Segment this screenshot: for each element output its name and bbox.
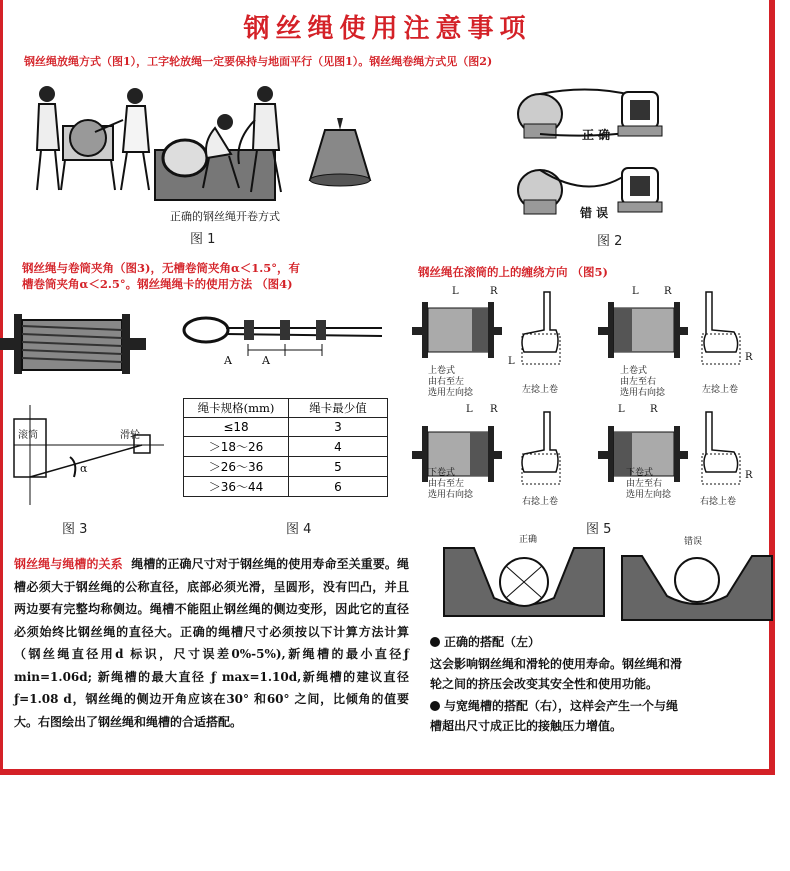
clamp-min: 5	[289, 457, 388, 477]
q2-line3: 选用右向捻	[620, 388, 666, 398]
q4-R: R	[650, 404, 658, 415]
clamp-spec: ＞18～26	[184, 437, 289, 457]
note-wide-row	[430, 696, 678, 716]
clamp-min: 3	[289, 418, 388, 437]
q4-hand-label: 右捻上卷	[700, 497, 737, 507]
q2-line2: 由左至右	[620, 377, 657, 387]
q1-L: L	[452, 286, 459, 297]
clamp-min: 6	[289, 477, 388, 497]
fig2-correct-label: 正 确	[582, 128, 611, 142]
q2-L: L	[632, 286, 639, 297]
section-angle-line2: 槽卷筒夹角α＜2.5°。钢丝绳绳卡的使用方法 （图4)	[22, 277, 293, 291]
q2-line1: 上卷式	[620, 366, 648, 376]
q1-line1: 上卷式	[428, 366, 456, 376]
fig2-wrong-label: 错 误	[580, 206, 609, 220]
table-row	[184, 437, 388, 457]
q2-hand-R: R	[745, 352, 753, 363]
fig3-drum-label: 滚筒	[18, 430, 38, 441]
fig5-drum-q1	[412, 300, 502, 360]
fig3-drum-illustration	[0, 310, 150, 380]
q4-line3: 选用左向捻	[626, 490, 672, 500]
clamp-min: 4	[289, 437, 388, 457]
q2-R: R	[664, 286, 672, 297]
q3-line1: 下卷式	[428, 468, 456, 478]
note-correct-head-row	[430, 632, 540, 652]
q1-line3: 选用左向捻	[428, 388, 474, 398]
bullet-icon	[430, 637, 440, 647]
hand-icon	[518, 410, 562, 488]
q1-R: R	[490, 286, 498, 297]
fig4-dim-a1: A	[224, 354, 232, 367]
intro-line: 钢丝绳放绳方式（图1），工字轮放绳一定要保持与地面平行（见图1）。钢丝绳卷绳方式见（图2)	[24, 55, 493, 68]
q4-hand-R: R	[745, 470, 753, 481]
q3-hand-label: 右捻上卷	[522, 497, 559, 507]
table-row	[184, 418, 388, 437]
q2-hand-label: 左捻上卷	[702, 385, 739, 395]
q2-caption	[620, 366, 665, 399]
fig3-sheave-label: 滑轮	[120, 430, 140, 441]
q4-line1: 下卷式	[626, 468, 654, 478]
q3-L: L	[466, 404, 473, 415]
fig3-label: 图 3	[62, 522, 88, 537]
table-row	[184, 477, 388, 497]
fig4-dim-a2: A	[262, 354, 270, 367]
fig5-drum-q2	[598, 300, 688, 360]
fig2-label: 图 2	[597, 234, 623, 249]
q3-line2: 由右至左	[428, 479, 465, 489]
hand-icon	[518, 290, 562, 368]
q4-caption	[626, 468, 671, 501]
fig3-alpha: α	[80, 462, 88, 475]
q4-line2: 由左至右	[626, 479, 663, 489]
hand-icon	[700, 290, 744, 368]
clamp-spec: ＞26～36	[184, 457, 289, 477]
groove-paragraph	[14, 553, 409, 733]
section-angle-line1: 钢丝绳与卷筒夹角（图3)，无槽卷筒夹角α＜1.5°，有	[22, 261, 301, 275]
note-wide-line2: 槽超出尺寸成正比的接触压力增值。	[430, 719, 623, 733]
bullet-icon	[430, 701, 440, 711]
clamp-spec: ≤18	[184, 418, 289, 437]
table-row	[184, 457, 388, 477]
paragraph-lead: 钢丝绳与绳槽的关系	[14, 557, 123, 571]
fig1-label: 图 1	[190, 232, 216, 247]
q3-line3: 选用右向捻	[428, 490, 474, 500]
clamp-table	[183, 398, 388, 497]
clamp-spec: ＞36～44	[184, 477, 289, 497]
section-winding: 钢丝绳在滚筒的上的缠绕方向 （图5)	[418, 265, 608, 279]
fig1-illustration	[25, 80, 385, 220]
q1-hand-L: L	[508, 356, 515, 367]
fig5-label: 图 5	[586, 522, 612, 537]
q3-caption	[428, 468, 473, 501]
fig1-caption: 正确的钢丝绳开卷方式	[170, 210, 280, 223]
note-correct-head: 正确的搭配（左）	[444, 635, 541, 649]
fig4-label: 图 4	[286, 522, 312, 537]
q1-hand-label: 左捻上卷	[522, 385, 559, 395]
page-title: 钢丝绳使用注意事项	[243, 14, 532, 44]
hand-icon	[700, 410, 744, 488]
note-correct-body2: 轮之间的挤压会改变其安全性和使用功能。	[430, 677, 659, 691]
fig4-clamp-illustration	[182, 310, 382, 380]
clamp-header-min: 绳卡最少值	[289, 399, 388, 418]
groove-wrong-label: 错误	[684, 537, 703, 547]
q1-caption	[428, 366, 473, 399]
groove-wrong-illustration	[622, 540, 772, 620]
paragraph-body: 绳槽的正确尺寸对于钢丝绳的使用寿命至关重要。绳槽必须大于钢丝绳的公称直径，底部必须光滑，呈圆形，没有凹凸，并且两边要有完整均称侧边。绳槽不能阻止钢丝绳的侧边变形，因此它的直径必须始终比钢丝绳的直径大。正确的绳槽尺寸必须按以下计算方法计算（钢丝绳直径用d 标识，尺寸误差0%-5%),新绳槽的最小直径ƒ min=1.06d; 新绳槽的最大直径 ƒ max=1.10d,新绳槽的建议直径ƒ=1.08 d，钢丝绳的侧边开角应该在30° 和60° 之间，比倾角的值要大。右图绘出了钢丝绳和绳槽的合适搭配。	[14, 557, 409, 729]
q1-line2: 由右至左	[428, 377, 465, 387]
clamp-header-spec: 绳卡规格(mm)	[184, 399, 289, 418]
note-wide-line1: 与宽绳槽的搭配（右），这样会产生一个与绳	[444, 699, 679, 713]
q4-L: L	[618, 404, 625, 415]
q3-R: R	[490, 404, 498, 415]
groove-correct-label: 正确	[519, 535, 538, 545]
note-correct-body1: 这会影响钢丝绳和滑轮的使用寿命。钢丝绳和滑	[430, 657, 683, 671]
fig3-angle-diagram	[14, 405, 164, 505]
groove-correct-illustration	[444, 540, 604, 620]
